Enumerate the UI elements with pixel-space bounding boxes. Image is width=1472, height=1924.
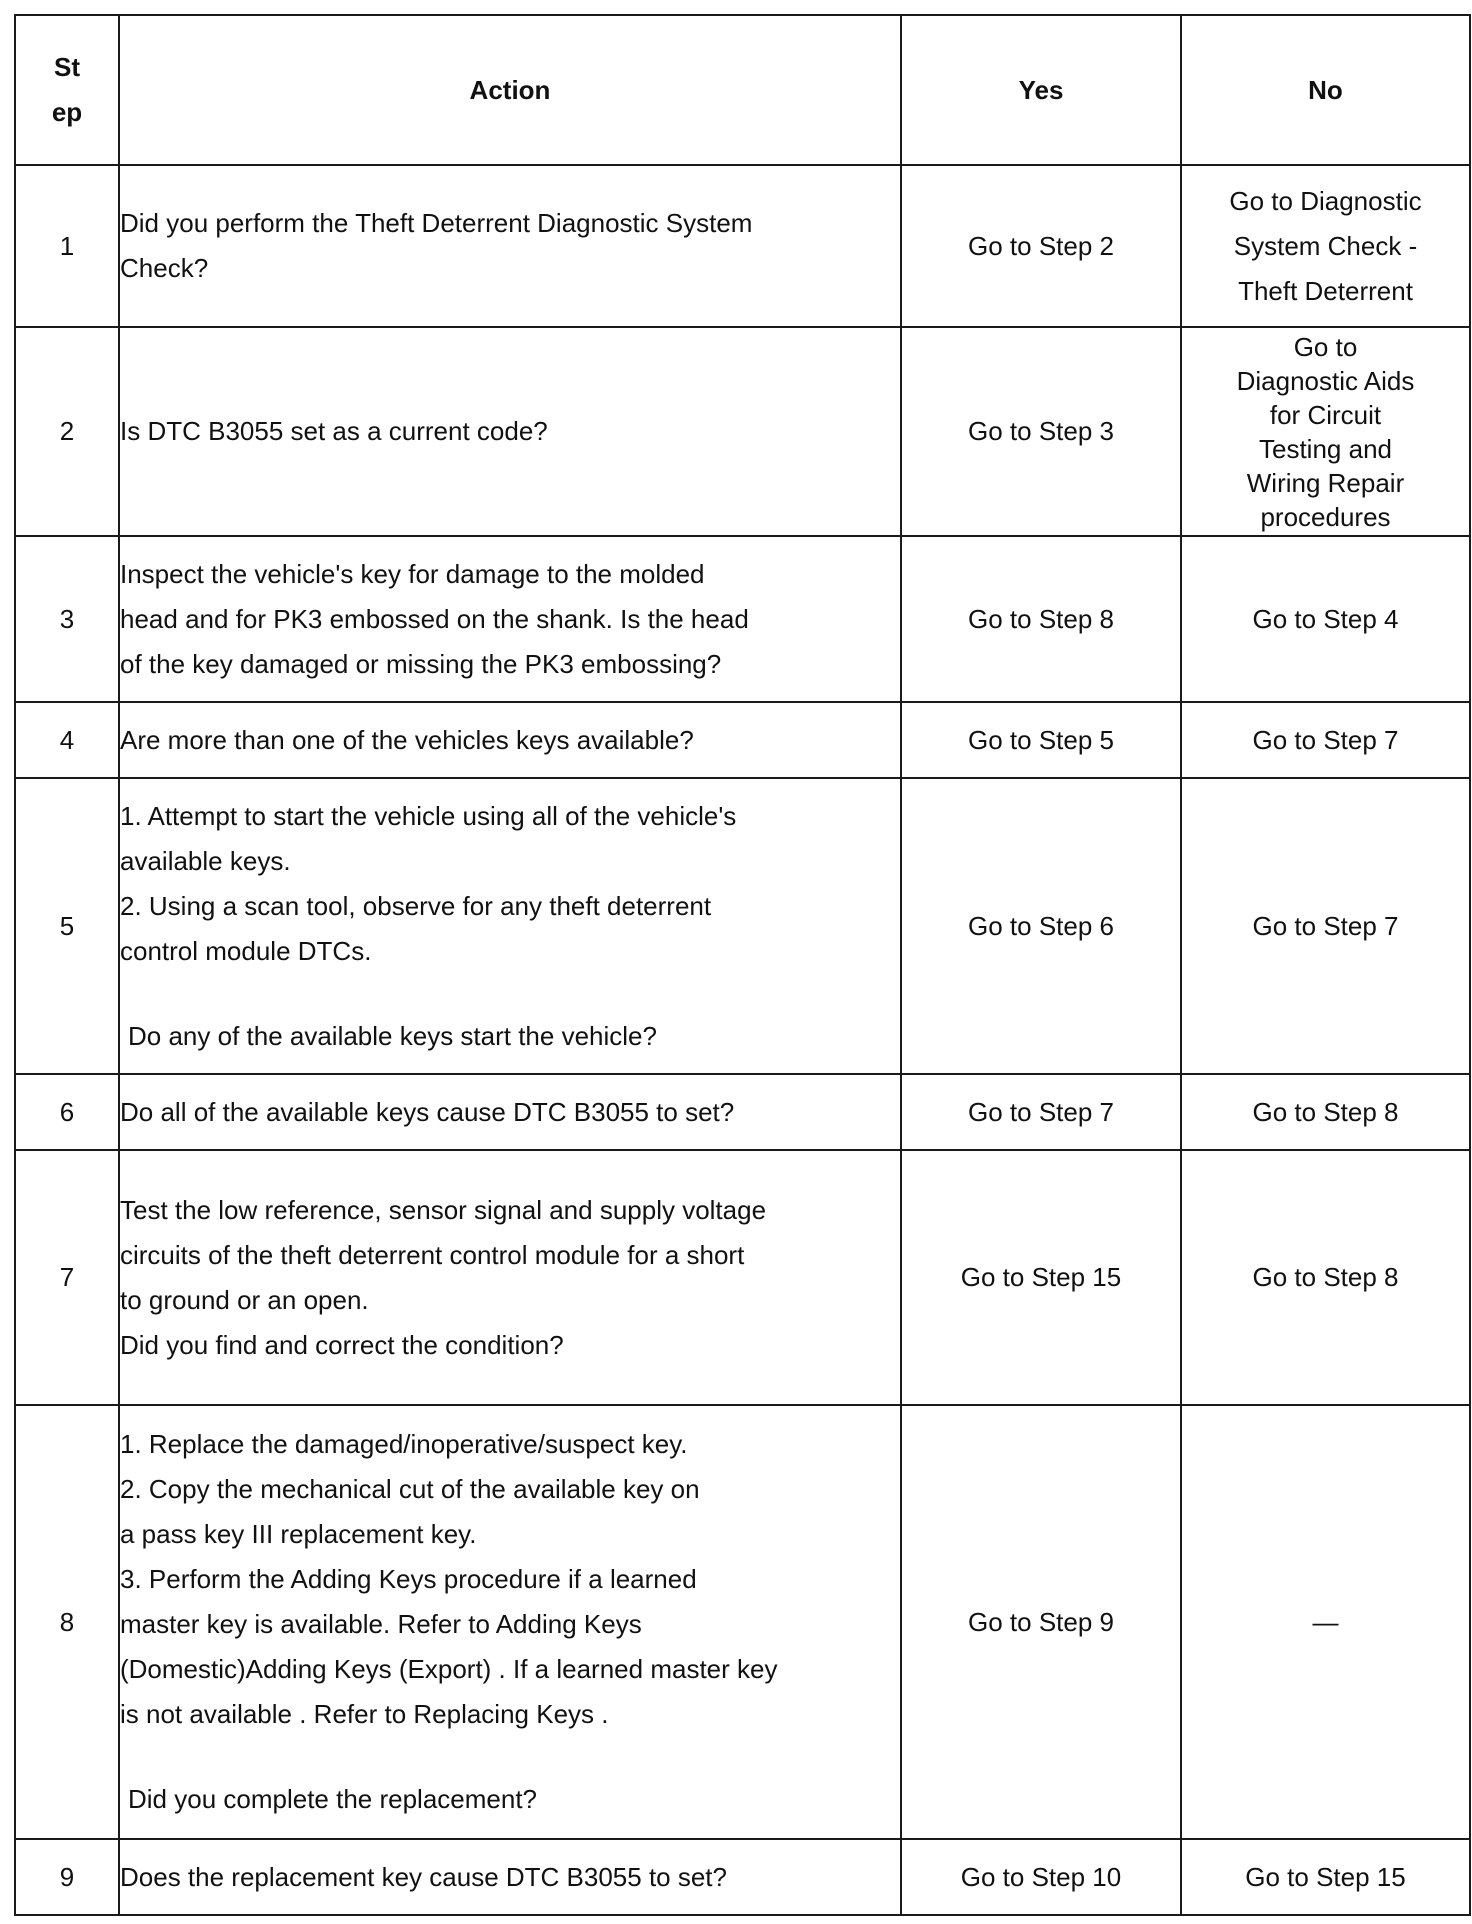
diagnostic-table: [14, 14, 1471, 1916]
yes-cell: Go to Step 9: [901, 1405, 1181, 1839]
action-question: Did you complete the replacement?: [128, 1784, 538, 1814]
action-cell: Do all of the available keys cause DTC B3055 to set?: [119, 1074, 901, 1150]
no-cell: Go to Step 15: [1181, 1839, 1470, 1915]
action-cell: Test the low reference, sensor signal and supply voltage circuits of the theft deterrent control module for a short to ground or an open. Did you find and correct the condition?: [119, 1150, 901, 1405]
yes-cell: Go to Step 6: [901, 778, 1181, 1074]
action-cell: Are more than one of the vehicles keys available?: [119, 702, 901, 778]
header-yes: Yes: [901, 15, 1181, 165]
step-number: 4: [15, 702, 119, 778]
step-number: 5: [15, 778, 119, 1074]
no-cell: Go to Step 7: [1181, 778, 1470, 1074]
header-row: [15, 15, 1470, 165]
yes-cell: Go to Step 10: [901, 1839, 1181, 1915]
no-cell: Go to Diagnostic Aids for Circuit Testing and Wiring Repair procedures: [1181, 327, 1470, 536]
no-cell: Go to Step 8: [1181, 1074, 1470, 1150]
action-cell: Is DTC B3055 set as a current code?: [119, 327, 901, 536]
step-number: 2: [15, 327, 119, 536]
yes-cell: Go to Step 2: [901, 165, 1181, 327]
table-row: [15, 165, 1470, 327]
table-row: [15, 1839, 1470, 1915]
yes-cell: Go to Step 7: [901, 1074, 1181, 1150]
header-action: Action: [119, 15, 901, 165]
no-cell: —: [1181, 1405, 1470, 1839]
table-row: [15, 1405, 1470, 1839]
action-cell: Did you perform the Theft Deterrent Diagnostic System Check?: [119, 165, 901, 327]
table-row: [15, 1150, 1470, 1405]
no-cell: Go to Diagnostic System Check - Theft Deterrent: [1181, 165, 1470, 327]
table-row: [15, 327, 1470, 536]
yes-cell: Go to Step 15: [901, 1150, 1181, 1405]
table-row: [15, 536, 1470, 702]
action-cell: Does the replacement key cause DTC B3055 to set?: [119, 1839, 901, 1915]
header-step: St ep: [15, 15, 119, 165]
yes-cell: Go to Step 3: [901, 327, 1181, 536]
action-cell: Inspect the vehicle's key for damage to the molded head and for PK3 embossed on the shank. Is the head of the key damaged or missing the PK3 embossing?: [119, 536, 901, 702]
step-number: 9: [15, 1839, 119, 1915]
header-no: No: [1181, 15, 1470, 165]
step-number: 8: [15, 1405, 119, 1839]
action-cell: 1. Attempt to start the vehicle using all of the vehicle's available keys. 2. Using a scan tool, observe for any theft deterrent control module DTCs. Do any of the available keys start the vehicle?: [119, 778, 901, 1074]
step-number: 7: [15, 1150, 119, 1405]
step-number: 6: [15, 1074, 119, 1150]
action-question: Do any of the available keys start the vehicle?: [128, 1020, 657, 1051]
table-row: [15, 702, 1470, 778]
table-row: [15, 1074, 1470, 1150]
no-cell: Go to Step 7: [1181, 702, 1470, 778]
no-cell: Go to Step 8: [1181, 1150, 1470, 1405]
no-cell: Go to Step 4: [1181, 536, 1470, 702]
step-number: 3: [15, 536, 119, 702]
action-cell: 1. Replace the damaged/inoperative/suspect key. 2. Copy the mechanical cut of the available key on a pass key III replacement key. 3. Perform the Adding Keys procedure if a learned master key is available. Refer to Adding Keys (Domestic)Adding Keys (Export) . If a learned master key is not available . Refer to Replacing Keys . Did you complete the replacement?: [119, 1405, 901, 1839]
yes-cell: Go to Step 8: [901, 536, 1181, 702]
step-number: 1: [15, 165, 119, 327]
yes-cell: Go to Step 5: [901, 702, 1181, 778]
table-row: [15, 778, 1470, 1074]
